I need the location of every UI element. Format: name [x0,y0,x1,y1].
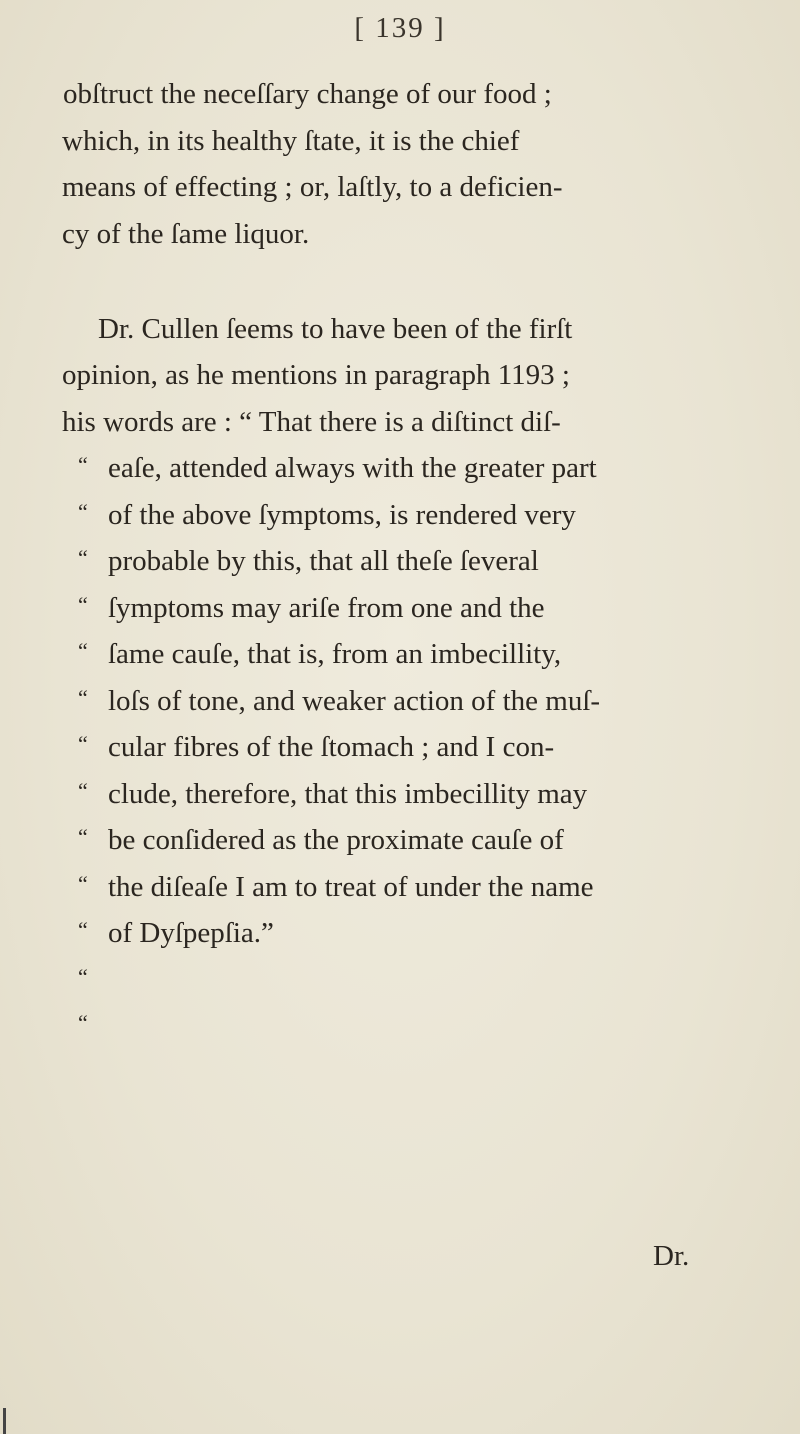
quote-mark: “ [78,638,88,663]
quote-mark: “ [78,824,88,849]
quote-text: of Dyſpepſia.” [108,917,274,949]
quote-line-9 [78,824,564,857]
quote-mark: “ [78,452,88,477]
quote-text: ſame cauſe, that is, from an imbecillity, [108,638,562,670]
quote-line-8 [78,778,587,811]
text-line-3: means of effecting ; or, laſtly, to a deficien- [62,171,563,203]
quote-line-12 [78,964,108,997]
quote-mark: “ [78,964,88,989]
quote-mark: “ [78,731,88,756]
quote-text: clude, therefore, that this imbecillity may [108,778,588,810]
quote-text: of the above ſymptoms, is rendered very [108,499,576,531]
quote-mark: “ [78,917,88,942]
quote-mark: “ [78,685,88,710]
text-line-7: his words are : “ That there is a diſtinct diſ- [62,406,561,438]
quote-mark: “ [78,545,88,570]
quote-mark: “ [78,1010,88,1035]
text-line-6: opinion, as he mentions in paragraph 1193 ; [62,359,570,391]
quote-text: be conſidered as the proximate cauſe of [108,824,564,856]
quote-line-4 [78,592,545,625]
quote-text: the diſeaſe I am to treat of under the name [108,871,594,903]
quote-mark: “ [78,871,88,896]
quote-mark: “ [78,499,88,524]
quote-line-5 [78,638,561,671]
quote-line-3 [78,545,539,578]
quote-text: ſymptoms may ariſe from one and the [108,592,545,624]
text-line-1: obſtruct the neceſſary change of our food ; [63,78,552,110]
text-line-5: Dr. Cullen ſeems to have been of the firſt [98,313,573,345]
text-line-2: which, in its healthy ſtate, it is the chief [62,125,520,157]
quote-line-10 [78,871,594,904]
quote-text: probable by this, that all theſe ſeveral [108,545,539,577]
text-line-4: cy of the ſame liquor. [62,218,310,250]
catchword: Dr. [653,1240,690,1272]
quote-line-11 [78,917,274,950]
page-edge-mark [3,1408,6,1434]
quote-line-1 [78,452,597,485]
quote-line-2 [78,499,576,532]
quote-line-13 [78,1010,108,1043]
quote-mark: “ [78,778,88,803]
quote-line-6 [78,685,600,718]
quote-text: eaſe, attended always with the greater part [108,452,597,484]
quote-text: loſs of tone, and weaker action of the muſ- [108,685,601,717]
quote-line-7 [78,731,554,764]
page-number: [ 139 ] [354,12,446,44]
quote-text: cular fibres of the ſtomach ; and I con- [108,731,555,763]
quote-mark: “ [78,592,88,617]
